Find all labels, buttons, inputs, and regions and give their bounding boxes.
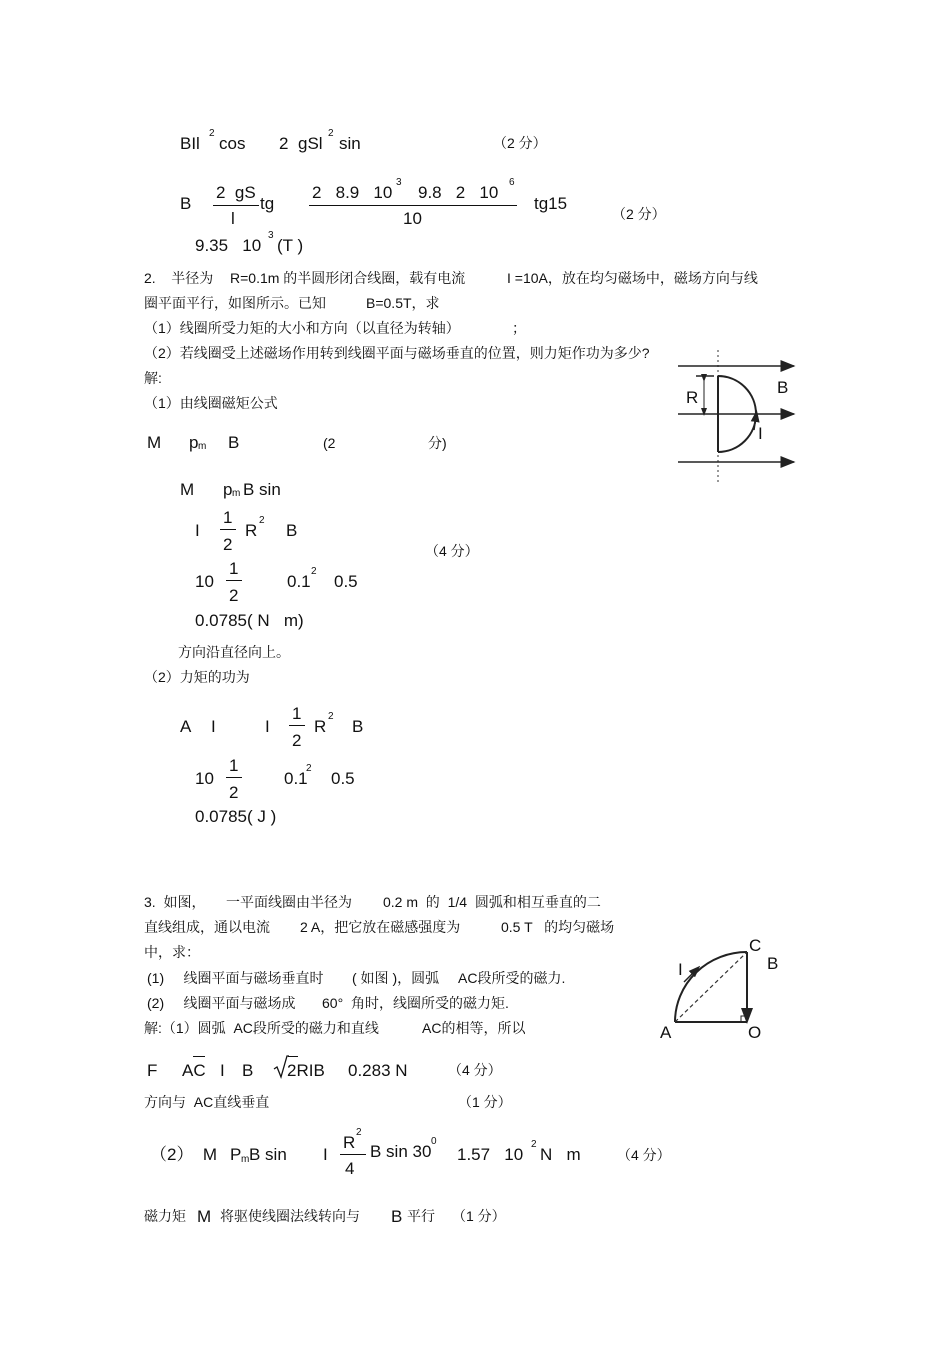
m1-score-b: 分) bbox=[428, 435, 447, 451]
m4-B: 0.5 bbox=[334, 572, 358, 591]
eq1-bil: BIl bbox=[180, 134, 200, 153]
eq2-num2b: 9.8 2 10 bbox=[418, 183, 499, 202]
w2-r: 0.1 bbox=[284, 769, 308, 788]
f3-M: （2） M bbox=[150, 1145, 218, 1164]
m4-10: 10 bbox=[195, 572, 214, 591]
w1-R: R bbox=[314, 717, 327, 736]
w3-result: 0.0785( J ) bbox=[195, 807, 277, 826]
sqrt-bar bbox=[288, 1056, 298, 1057]
f1-B: B bbox=[242, 1061, 254, 1080]
m4-num: 1 bbox=[229, 559, 239, 578]
eq3-sup: 3 bbox=[268, 230, 274, 241]
fig1-label-B: B bbox=[777, 378, 789, 397]
f2-text: 方向与 AC直线垂直 bbox=[144, 1094, 270, 1110]
f3-num: R bbox=[343, 1133, 356, 1152]
w2-10: 10 bbox=[195, 769, 214, 788]
q2-line1b: R=0.1m 的半圆形闭合线圈，载有电流 bbox=[230, 270, 466, 286]
m1-score-a: (2 bbox=[323, 435, 336, 451]
eq1-cos: cos bbox=[219, 134, 246, 153]
f3-Bsin: B sin bbox=[249, 1145, 287, 1164]
eq2-tg15: tg15 bbox=[534, 194, 568, 213]
eq1-sup2: 2 bbox=[328, 128, 334, 139]
eq1-score: （2 分） bbox=[493, 135, 547, 151]
q2-line1c: I =10A，放在均匀磁场中，磁场方向与线 bbox=[507, 270, 758, 286]
f3-I: I bbox=[323, 1145, 328, 1164]
m3-R: R bbox=[245, 521, 258, 540]
direction-text: 方向沿直径向上。 bbox=[178, 644, 290, 660]
eq1-gsl: gSl bbox=[298, 134, 323, 153]
eq2-fracbar1 bbox=[213, 205, 259, 206]
q3-s2b: 60° 角时，线圈所受的磁力矩. bbox=[322, 995, 509, 1011]
eq1-two: 2 bbox=[279, 134, 289, 153]
eq3-unit: (T ) bbox=[277, 236, 304, 255]
q2-sub1: （1）线圈所受力矩的大小和方向（以直径为转轴） bbox=[144, 320, 460, 336]
q3-line1b: 一平面线圈由半径为 bbox=[226, 894, 352, 910]
semicircle-coil-figure bbox=[660, 350, 810, 485]
m1-sub: m bbox=[198, 441, 207, 452]
f4-b: 将驱使线圈法线转向与 bbox=[220, 1208, 360, 1224]
fig2-label-C: C bbox=[749, 936, 762, 955]
m2-M: M bbox=[180, 480, 195, 499]
m4-den: 2 bbox=[229, 586, 239, 605]
m4-sup: 2 bbox=[311, 566, 317, 577]
q2-sub1b: ； bbox=[512, 320, 526, 336]
eq1-sin: sin bbox=[339, 134, 361, 153]
m2-sub: m bbox=[232, 488, 241, 499]
eq2-fracbar2 bbox=[309, 205, 517, 206]
work-heading: （2）力矩的功为 bbox=[144, 669, 250, 685]
m2-p: p bbox=[223, 480, 233, 499]
m3-I: I bbox=[195, 521, 200, 540]
q3-s1a: (1) 线圈平面与磁场垂直时 bbox=[147, 970, 324, 986]
f4-c: 平行 bbox=[407, 1208, 435, 1224]
q2-sol1: （1）由线圈磁矩公式 bbox=[144, 395, 278, 411]
q2-line1a: 2. 半径为 bbox=[144, 270, 214, 286]
fig1-label-I: I bbox=[758, 424, 763, 443]
q3-line2a: 直线组成，通以电流 bbox=[144, 919, 270, 935]
fig2-label-O: O bbox=[748, 1023, 762, 1042]
q2-sub2: （2）若线圈受上述磁场作用转到线圈平面与磁场垂直的位置，则力矩作功为多少? bbox=[144, 345, 650, 361]
q3-s1b: ( 如图 )，圆弧 bbox=[352, 970, 440, 986]
eq2-B: B bbox=[180, 194, 192, 213]
m3-den: 2 bbox=[223, 535, 233, 554]
f1-AC: AC bbox=[182, 1061, 206, 1080]
w1-den: 2 bbox=[292, 731, 302, 750]
q3-sol2: AC的相等，所以 bbox=[422, 1020, 526, 1036]
m3-score: （4 分） bbox=[425, 543, 479, 559]
fig2-label-A: A bbox=[660, 1023, 672, 1042]
q3-line2c: 0.5 T 的均匀磁场 bbox=[501, 919, 615, 935]
m1-B: B bbox=[228, 433, 240, 452]
m5-result: 0.0785( N m) bbox=[195, 611, 304, 630]
f3-csup: 0 bbox=[431, 1136, 437, 1147]
eq2-num2sup2: 6 bbox=[509, 177, 515, 188]
eq2-num2: 2 8.9 10 bbox=[312, 183, 393, 202]
f4-a: 磁力矩 bbox=[144, 1208, 186, 1224]
fig2-label-B: B bbox=[767, 954, 779, 973]
w1-B: B bbox=[352, 717, 364, 736]
f1-I: I bbox=[220, 1061, 225, 1080]
m4-fracbar bbox=[226, 580, 242, 581]
eq2-den2: 10 bbox=[403, 209, 422, 228]
eq2-num1: 2 gS bbox=[216, 183, 256, 202]
m1-p: p bbox=[189, 433, 199, 452]
eq1-sup: 2 bbox=[209, 128, 215, 139]
f3-fracbar bbox=[340, 1154, 366, 1155]
f3-val: 1.57 10 bbox=[457, 1145, 524, 1164]
w1-fracbar bbox=[289, 725, 305, 726]
f3-score: （4 分） bbox=[617, 1147, 671, 1163]
f1-overline bbox=[193, 1056, 205, 1057]
fig2-label-I: I bbox=[678, 960, 683, 979]
eq2-den1: l bbox=[231, 209, 235, 228]
f1-F: F bbox=[147, 1061, 158, 1080]
f4-M: M bbox=[197, 1207, 212, 1226]
w2-den: 2 bbox=[229, 783, 239, 802]
f4-B: B bbox=[391, 1207, 403, 1226]
fig1-label-R: R bbox=[686, 388, 699, 407]
w2-sup: 2 bbox=[306, 763, 312, 774]
m2-rest: B sin bbox=[243, 480, 281, 499]
w1-I1: I bbox=[211, 717, 216, 736]
f4-score: （1 分） bbox=[452, 1208, 506, 1224]
eq2-num2sup: 3 bbox=[396, 177, 402, 188]
eq3-val: 9.35 10 bbox=[195, 236, 262, 255]
f3-Bsin30: B sin 30 bbox=[370, 1142, 432, 1161]
m3-sup: 2 bbox=[259, 515, 265, 526]
q3-s2a: (2) 线圈平面与磁场成 bbox=[147, 995, 296, 1011]
f2-score: （1 分） bbox=[458, 1094, 512, 1110]
m3-num: 1 bbox=[223, 508, 233, 527]
quarter-circle-coil-figure bbox=[660, 940, 800, 1040]
eq2-score: （2 分） bbox=[612, 206, 666, 222]
f3-P: P bbox=[230, 1145, 242, 1164]
m1-M: M bbox=[147, 433, 162, 452]
f3-unit: N m bbox=[540, 1145, 581, 1164]
q3-s1c: AC段所受的磁力. bbox=[458, 970, 566, 986]
w1-I2: I bbox=[265, 717, 270, 736]
f3-numsup: 2 bbox=[356, 1127, 362, 1138]
w1-sup: 2 bbox=[328, 711, 334, 722]
q2-line2b: B=0.5T，求 bbox=[366, 295, 440, 311]
q3-line2b: 2 A，把它放在磁感强度为 bbox=[300, 919, 461, 935]
m3-fracbar bbox=[220, 529, 236, 530]
w1-A: A bbox=[180, 717, 192, 736]
q3-line3: 中，求： bbox=[144, 944, 200, 960]
f1-score: （4 分） bbox=[448, 1062, 502, 1078]
w1-num: 1 bbox=[292, 704, 302, 723]
q3-sol: 解:（1）圆弧 AC段所受的磁力和直线 bbox=[144, 1020, 379, 1036]
w2-B: 0.5 bbox=[331, 769, 355, 788]
m4-r: 0.1 bbox=[287, 572, 311, 591]
f1-value: 0.283 N bbox=[348, 1061, 408, 1080]
m3-B: B bbox=[286, 521, 298, 540]
q3-line1a: 3. 如图， bbox=[144, 894, 206, 910]
f3-sub: m bbox=[241, 1154, 250, 1165]
f3-den: 4 bbox=[345, 1159, 355, 1178]
q2-line2: 圈平面平行，如图所示。已知 bbox=[144, 295, 326, 311]
f1-2RIB: 2RIB bbox=[287, 1061, 325, 1080]
w2-fracbar bbox=[226, 777, 242, 778]
eq2-tg: tg bbox=[260, 194, 275, 213]
q3-line1c: 0.2 m 的 1/4 圆弧和相互垂直的二 bbox=[383, 894, 601, 910]
q2-solution: 解: bbox=[144, 370, 162, 386]
f3-dsup: 2 bbox=[531, 1139, 537, 1150]
w2-num: 1 bbox=[229, 756, 239, 775]
